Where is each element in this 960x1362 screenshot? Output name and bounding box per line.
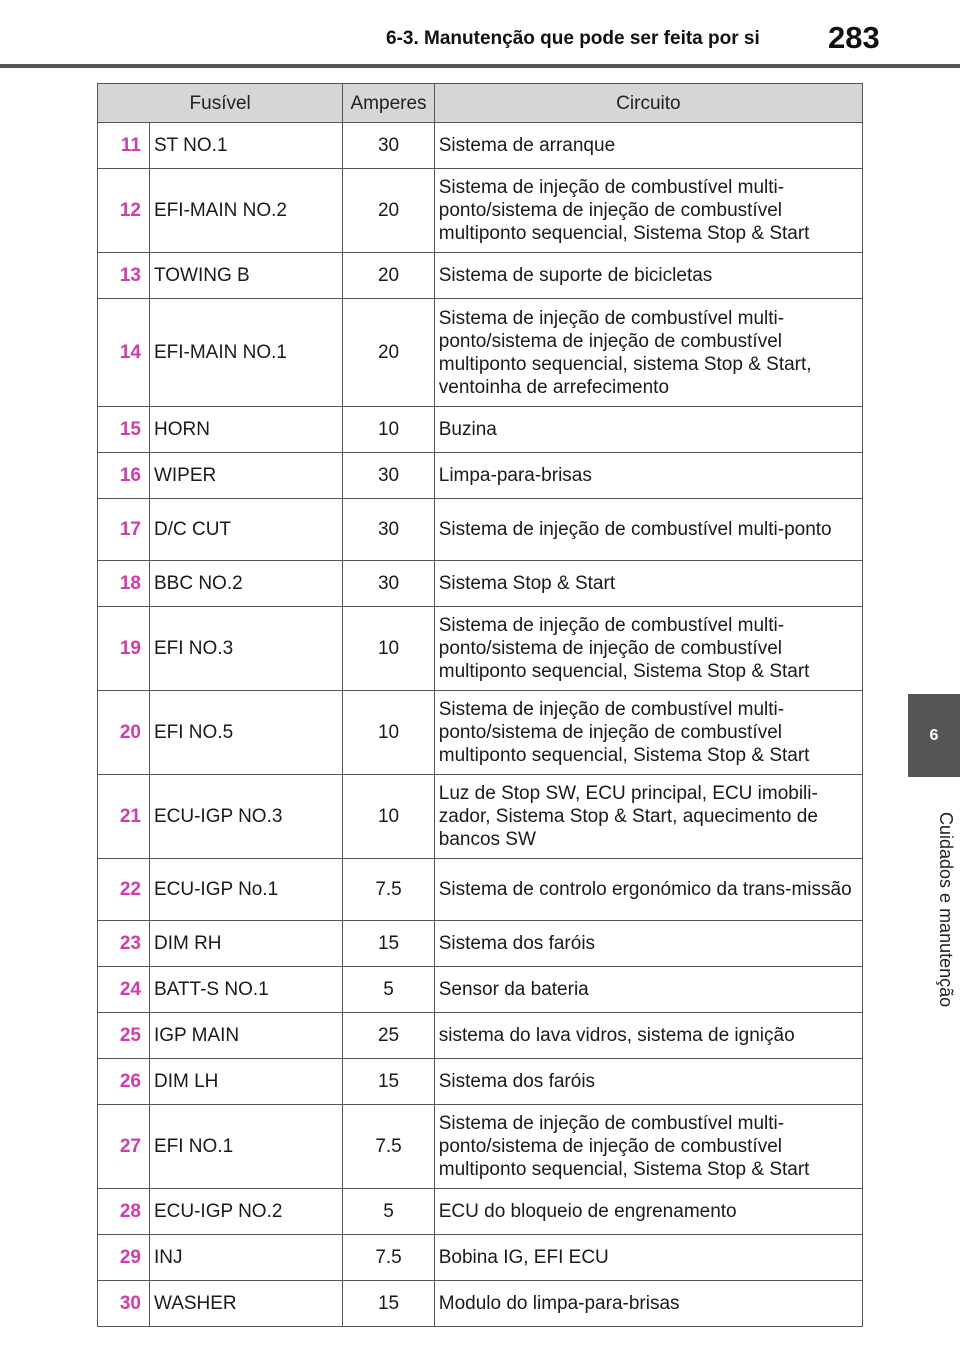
column-header-fuse: Fusível (98, 84, 343, 123)
fuse-circuit: Sistema de injeção de combustível multi-ponto/sistema de injeção de combustível multiponto sequencial, sistema Stop & Start, ventoinha de arrefecimento (434, 299, 862, 407)
fuse-circuit: Bobina IG, EFI ECU (434, 1235, 862, 1281)
fuse-circuit: Luz de Stop SW, ECU principal, ECU imobili-zador, Sistema Stop & Start, aquecimento de bancos SW (434, 775, 862, 859)
fuse-name: INJ (149, 1235, 342, 1281)
table-row (98, 859, 863, 921)
table-row (98, 123, 863, 169)
page-number: 283 (828, 20, 880, 55)
fuse-number: 20 (98, 691, 150, 775)
fuse-name: ST NO.1 (149, 123, 342, 169)
fuse-circuit: Sistema de injeção de combustível multi-ponto/sistema de injeção de combustível multiponto sequencial, Sistema Stop & Start (434, 169, 862, 253)
fuse-amperes: 10 (343, 607, 434, 691)
fuse-circuit: Modulo do limpa-para-brisas (434, 1281, 862, 1327)
fuse-number: 11 (98, 123, 150, 169)
table-row (98, 453, 863, 499)
fuse-circuit: Sistema de controlo ergonómico da trans-missão (434, 859, 862, 921)
fuse-number: 23 (98, 921, 150, 967)
fuse-name: ECU-IGP No.1 (149, 859, 342, 921)
fuse-name: BBC NO.2 (149, 561, 342, 607)
table-row (98, 1189, 863, 1235)
fuse-circuit: Sistema Stop & Start (434, 561, 862, 607)
fuse-name: EFI NO.3 (149, 607, 342, 691)
fuse-name: EFI-MAIN NO.2 (149, 169, 342, 253)
chapter-label: Cuidados e manutenção (936, 812, 956, 1008)
column-header-amperes: Amperes (343, 84, 434, 123)
fuse-name: IGP MAIN (149, 1013, 342, 1059)
fuse-name: WIPER (149, 453, 342, 499)
fuse-amperes: 5 (343, 1189, 434, 1235)
fuse-circuit: Sistema de arranque (434, 123, 862, 169)
table-row (98, 407, 863, 453)
fuse-number: 18 (98, 561, 150, 607)
table-header-row (98, 84, 863, 123)
fuse-amperes: 15 (343, 1059, 434, 1105)
fuse-number: 21 (98, 775, 150, 859)
fuse-amperes: 20 (343, 253, 434, 299)
fuse-amperes: 5 (343, 967, 434, 1013)
fuse-amperes: 7.5 (343, 859, 434, 921)
fuse-circuit: Sistema dos faróis (434, 921, 862, 967)
fuse-amperes: 15 (343, 1281, 434, 1327)
column-header-circuit: Circuito (434, 84, 862, 123)
fuse-amperes: 30 (343, 561, 434, 607)
fuse-name: DIM LH (149, 1059, 342, 1105)
table-row (98, 561, 863, 607)
fuse-number: 28 (98, 1189, 150, 1235)
fuse-number: 13 (98, 253, 150, 299)
fuse-name: EFI NO.1 (149, 1105, 342, 1189)
fuse-amperes: 15 (343, 921, 434, 967)
fuse-number: 14 (98, 299, 150, 407)
fuse-number: 27 (98, 1105, 150, 1189)
table-row (98, 299, 863, 407)
table-row (98, 1281, 863, 1327)
chapter-tab (908, 694, 960, 777)
fuse-amperes: 20 (343, 169, 434, 253)
fuse-circuit: Sistema de suporte de bicicletas (434, 253, 862, 299)
fuse-name: ECU-IGP NO.3 (149, 775, 342, 859)
fuse-circuit: Sistema de injeção de combustível multi-ponto/sistema de injeção de combustível multiponto sequencial, Sistema Stop & Start (434, 691, 862, 775)
fuse-name: EFI-MAIN NO.1 (149, 299, 342, 407)
fuse-amperes: 7.5 (343, 1235, 434, 1281)
table-row (98, 253, 863, 299)
table-row (98, 607, 863, 691)
table-row (98, 1059, 863, 1105)
fuse-name: TOWING B (149, 253, 342, 299)
fuse-number: 17 (98, 499, 150, 561)
table-row (98, 921, 863, 967)
fuse-circuit: Limpa-para-brisas (434, 453, 862, 499)
fuse-number: 22 (98, 859, 150, 921)
fuse-amperes: 10 (343, 407, 434, 453)
table-row (98, 691, 863, 775)
fuse-number: 24 (98, 967, 150, 1013)
table-row (98, 499, 863, 561)
fuse-amperes: 10 (343, 775, 434, 859)
fuse-circuit: sistema do lava vidros, sistema de ignição (434, 1013, 862, 1059)
fuse-circuit: Sistema dos faróis (434, 1059, 862, 1105)
fuse-number: 15 (98, 407, 150, 453)
section-title: 6-3. Manutenção que pode ser feita por si (386, 28, 760, 49)
fuse-table-body (98, 123, 863, 1327)
table-row (98, 1235, 863, 1281)
fuse-table (97, 83, 863, 1327)
fuse-number: 29 (98, 1235, 150, 1281)
fuse-amperes: 25 (343, 1013, 434, 1059)
fuse-name: EFI NO.5 (149, 691, 342, 775)
fuse-amperes: 20 (343, 299, 434, 407)
table-row (98, 169, 863, 253)
header-divider (0, 64, 960, 68)
fuse-circuit: Sistema de injeção de combustível multi-ponto (434, 499, 862, 561)
table-row (98, 775, 863, 859)
fuse-name: DIM RH (149, 921, 342, 967)
fuse-name: ECU-IGP NO.2 (149, 1189, 342, 1235)
fuse-number: 12 (98, 169, 150, 253)
fuse-circuit: ECU do bloqueio de engrenamento (434, 1189, 862, 1235)
fuse-circuit: Sistema de injeção de combustível multi-ponto/sistema de injeção de combustível multiponto sequencial, Sistema Stop & Start (434, 607, 862, 691)
fuse-circuit: Sistema de injeção de combustível multi-ponto/sistema de injeção de combustível multiponto sequencial, Sistema Stop & Start (434, 1105, 862, 1189)
fuse-number: 26 (98, 1059, 150, 1105)
fuse-circuit: Buzina (434, 407, 862, 453)
fuse-number: 25 (98, 1013, 150, 1059)
fuse-amperes: 30 (343, 453, 434, 499)
fuse-circuit: Sensor da bateria (434, 967, 862, 1013)
table-row (98, 1013, 863, 1059)
fuse-amperes: 7.5 (343, 1105, 434, 1189)
fuse-name: BATT-S NO.1 (149, 967, 342, 1013)
fuse-amperes: 30 (343, 499, 434, 561)
fuse-amperes: 30 (343, 123, 434, 169)
fuse-number: 30 (98, 1281, 150, 1327)
fuse-name: HORN (149, 407, 342, 453)
table-row (98, 1105, 863, 1189)
chapter-number: 6 (929, 726, 939, 744)
fuse-number: 16 (98, 453, 150, 499)
fuse-name: WASHER (149, 1281, 342, 1327)
fuse-name: D/C CUT (149, 499, 342, 561)
fuse-number: 19 (98, 607, 150, 691)
fuse-amperes: 10 (343, 691, 434, 775)
table-row (98, 967, 863, 1013)
